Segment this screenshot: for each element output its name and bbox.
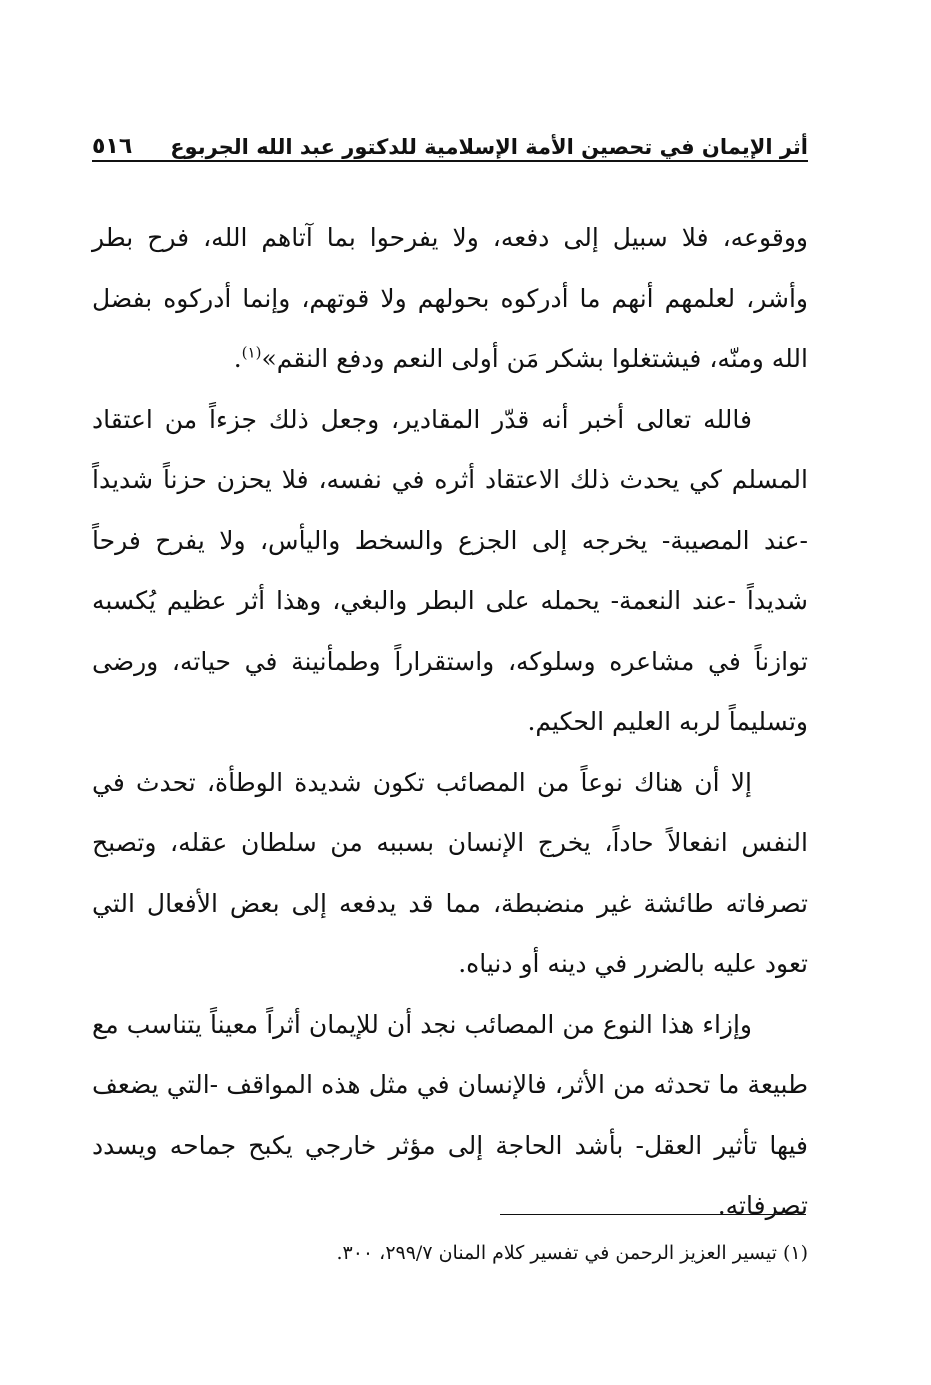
- footnote-reference[interactable]: (١): [241, 343, 262, 362]
- running-header: [92, 118, 808, 162]
- paragraph-3: إلا أن هناك نوعاً من المصائب تكون شديدة الوطأة، تحدث في النفس انفعالاً حاداً، يخرج الإنسان بسببه من سلطان عقله، وتصبح تصرفاته طائشة غير منضبطة، مما قد يدفعه إلى بعض الأفعال التي تعود عليه بالضرر في دينه أو دنياه.: [92, 767, 808, 978]
- page-number: ٥١٦: [92, 134, 133, 159]
- header-title: أثر الإيمان في تحصين الأمة الإسلامية للدكتور عبد الله الجربوع: [170, 135, 808, 159]
- footnote-separator: [500, 1214, 806, 1215]
- paragraph-1-tail: .: [233, 344, 242, 373]
- main-text: [92, 208, 808, 1237]
- paragraph-2: فالله تعالى أخبر أنه قدّر المقادير، وجعل ذلك جزءاً من اعتقاد المسلم كي يحدث ذلك الاعتقاد أثره في نفسه، فلا يحزن حزناً شديداً -عند المصيبة- يخرجه إلى الجزع والسخط واليأس، ولا يفرح فرحاً شديداً -عند النعمة- يحمله على البطر والبغي، وهذا أثر عظيم يُكسبه توازناً في مشاعره وسلوكه، واستقراراً وطمأنينة في حياته، ورضى وتسليماً لربه العليم الحكيم.: [92, 404, 808, 736]
- footnote-1: (١) تيسير العزيز الرحمن في تفسير كلام المنان ٢٩٩/٧، ٣٠٠.: [336, 1242, 808, 1264]
- paragraph-1: [92, 208, 808, 390]
- paragraph-1-text: ووقوعه، فلا سبيل إلى دفعه، ولا يفرحوا بما آتاهم الله، فرح بطر وأشر، لعلمهم أنهم ما أدركوه بحولهم ولا قوتهم، وإنما أدركوه بفضل الله ومنّه، فيشتغلوا بشكر مَن أولى النعم ودفع النقم»: [92, 223, 808, 373]
- header-rule: [92, 160, 808, 162]
- paragraph-4: وإزاء هذا النوع من المصائب نجد أن للإيمان أثراً معيناً يتناسب مع طبيعة ما تحدثه من الأثر، فالإنسان في مثل هذه المواقف -التي يضعف فيها تأثير العقل- بأشد الحاجة إلى مؤثر خارجي يكبح جماحه ويسدد تصرفاته.: [92, 1009, 808, 1220]
